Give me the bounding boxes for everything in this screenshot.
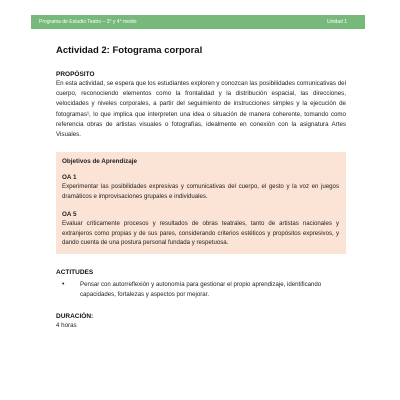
activity-title: Actividad 2: Fotograma corporal: [56, 45, 203, 56]
attitudes-heading: ACTITUDES: [56, 269, 94, 277]
duration-heading: DURACIÓN:: [56, 313, 94, 321]
unit-label: Unidad 1: [326, 19, 347, 25]
bullet-icon: •: [62, 281, 65, 289]
list-item: [56, 280, 346, 300]
attitude-text: Pensar con autorreflexión y autonomía para gestionar el propio aprendizaje, identificando capacidades, fortalezas y aspectos por mejorar.: [80, 281, 322, 299]
oa-text: Evaluar críticamente procesos y resultados de obras teatrales, tanto de artistas nacionales y extranjeros como propias y de sus pares, considerando criterios estéticos y propósitos expresivos, y dando cuenta de una postura personal fundada y respetuosa.: [62, 219, 339, 247]
purpose-text: En esta actividad, se espera que los estudiantes exploren y conozcan las posibilidades comunicativas del cuerpo, reconociendo elementos como la frontalidad y la distribución espacial, las direcciones, velocidades y niveles corporales, a partir del seguimiento de instrucciones simples y la ejecución de fotogramas¹, lo que implica que interpreten una idea o situación de manera coherente, tomando como referencia obras de artistas visuales o fotografías, idealmente en conexión con la asignatura Artes Visuales.: [56, 80, 346, 139]
attitudes-section: [56, 268, 346, 300]
duration-value: 4 horas: [56, 322, 77, 330]
objectives-heading: Objetivos de Aprendizaje: [62, 158, 137, 166]
objectives-box: [56, 152, 346, 254]
program-title: Programa de Estudio Teatro – 3° y 4° medio: [39, 19, 137, 25]
purpose-heading: PROPÓSITO: [56, 71, 95, 78]
duration-section: [56, 312, 346, 331]
oa-label: OA 1: [62, 174, 77, 182]
page-header-bar: [31, 15, 365, 29]
page-content: [56, 45, 346, 331]
oa-text: Experimentar las posibilidades expresivas y comunicativas del cuerpo, el gesto y la voz en juegos dramáticos e improvisaciones grupales e individuales.: [62, 183, 339, 201]
oa-label: OA 5: [62, 210, 77, 218]
purpose-section: [56, 70, 346, 140]
